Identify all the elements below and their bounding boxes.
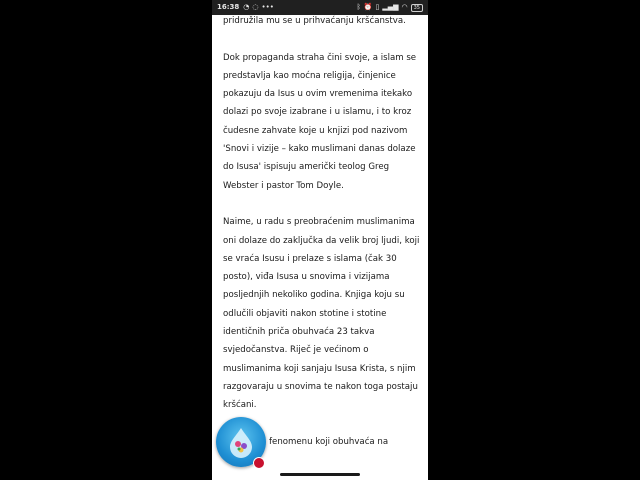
signal-icon: ▂▄▆	[382, 3, 399, 11]
messenger-icon: ◔	[243, 3, 250, 11]
article-body	[223, 12, 421, 469]
home-indicator[interactable]	[280, 473, 360, 476]
wifi-icon: ◠	[401, 3, 408, 11]
more-dots-icon: •••	[261, 3, 274, 11]
drop-logo-icon	[224, 425, 258, 459]
alarm-icon: ⏰	[363, 3, 373, 11]
phone-screen	[212, 0, 428, 480]
article-paragraph: fenomenu koji obuhvaća na	[269, 436, 389, 447]
article-paragraph: pridružila mu se u prihvaćanju kršćanstva.	[223, 16, 406, 26]
battery-icon: 35	[411, 4, 423, 12]
bluetooth-icon: ᛒ	[356, 3, 361, 11]
article-paragraph: Dok propaganda straha čini svoje, a islam se predstavlja kao moćna religija, činjenice pokazuju da Isus u ovim vremenima itekako dolazi po svoje izabrane i u islamu, i to kroz čudesne zahvate koje u knjizi pod nazivom 'Snovi i vizije – kako muslimani danas dolaze do Isusa' ispisuju američki teolog Greg Webster i pastor Tom Doyle.	[223, 52, 417, 191]
article-paragraph: Naime, u radu s preobraćenim muslimanima oni dolaze do zaključka da velik broj ljudi, koji se vraća Isusu i prelaze s islama (čak 30 posto), viđa Isusa u snovima i vizijama posljednjih nekoliko godina. Knjiga koju su odlučili objaviti nakon stotine i stotine identičnih priča obuhvaća 23 takva svjedočanstva. Riječ je većinom o muslimanima koji sanjaju Isusa Krista, s njim razgovaraju u snovima te nakon toga postaju kršćani.	[223, 217, 420, 411]
record-indicator-icon	[253, 457, 265, 469]
whatsapp-icon: ◌	[252, 3, 259, 11]
vibrate-icon: ▯	[375, 3, 380, 11]
status-time: 16:38	[217, 3, 240, 11]
